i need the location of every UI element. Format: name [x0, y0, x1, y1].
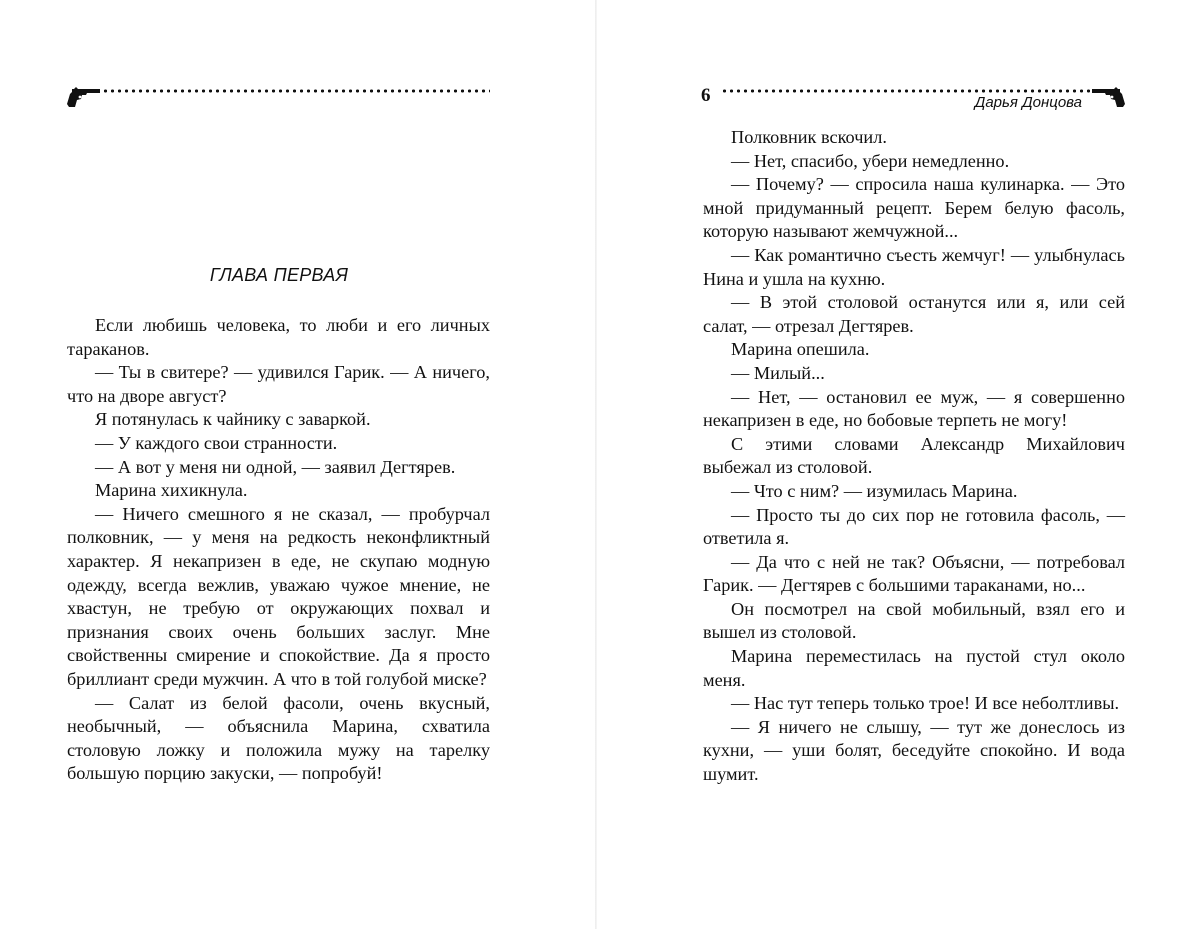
page-number: 6 [701, 85, 711, 106]
paragraph: — Просто ты до сих пор не готовила фасоль, — ответила я. [703, 504, 1125, 549]
paragraph: — Я ничего не слышу, — тут же донеслось из кухни, — уши болят, беседуйте спокойно. И вода шумит. [703, 716, 1125, 785]
paragraph: Марина переместилась на пустой стул около меня. [703, 646, 1125, 690]
paragraph: Я потянулась к чайнику с заваркой. [95, 409, 371, 430]
revolver-icon [1090, 86, 1126, 108]
body-text-left [67, 314, 490, 786]
running-head-author: Дарья Донцова [974, 94, 1082, 111]
paragraph: Полковник вскочил. [731, 127, 887, 147]
right-page [597, 0, 1192, 929]
paragraph: — Салат из белой фасоли, очень вкусный, необычный, — объяснила Марина, схватила столовую ложку и положила мужу на тарелку большую порцию закуски, — попробуй! [67, 692, 490, 784]
paragraph: — Нет, — остановил ее муж, — я совершенно некапризен в еде, но бобовые терпеть не могу! [703, 386, 1125, 431]
header-dotted-rule [721, 89, 1091, 93]
left-page [0, 0, 595, 929]
revolver-icon [66, 86, 102, 108]
body-text-right [703, 126, 1125, 787]
paragraph: — Нас тут теперь только трое! И все неболтливы. [731, 693, 1120, 714]
paragraph: Если любишь человека, то люби и его личных тараканов. [67, 315, 490, 359]
paragraph: — Как романтично съесть жемчуг! — улыбнулась Нина и ушла на кухню. [703, 244, 1125, 289]
paragraph: — Нет, спасибо, убери немедленно. [731, 150, 1010, 171]
paragraph: — Почему? — спросила наша кулинарка. — Это мной придуманный рецепт. Берем белую фасоль, которую называют жемчужной... [703, 174, 1125, 242]
paragraph: Он посмотрел на свой мобильный, взял его и вышел из столовой. [703, 598, 1125, 643]
paragraph: — Ничего смешного я не сказал, — пробурчал полковник, — у меня на редкость неконфликтный характер. Я некапризен в еде, не скупаю модную одежду, всегда вежлив, уважаю чужое мнение, не хвастун, не требую от окружающих похвал и признания своих очень больших заслуг. Мне свойственны смирение и спокойствие. Да я просто бриллиант среди мужчин. А что в той голубой миске? [67, 503, 490, 689]
paragraph: — Да что с ней не так? Объясни, — потребовал Гарик. — Дегтярев с большими тараканами, но... [703, 551, 1125, 596]
paragraph: — У каждого свои странности. [95, 432, 338, 453]
paragraph: — Ты в свитере? — удивился Гарик. — А ничего, что на дворе август? [67, 362, 490, 406]
paragraph: С этими словами Александр Михайлович выбежал из столовой. [703, 433, 1125, 478]
header-dotted-rule [102, 89, 490, 93]
paragraph: Марина хихикнула. [95, 480, 248, 501]
paragraph: — В этой столовой останутся или я, или сей салат, — отрезал Дегтярев. [703, 292, 1125, 336]
paragraph: — А вот у меня ни одной, — заявил Дегтярев. [95, 456, 456, 477]
chapter-title: ГЛАВА ПЕРВАЯ [209, 265, 349, 285]
paragraph: — Что с ним? — изумилась Марина. [731, 480, 1018, 501]
paragraph: — Милый... [731, 362, 825, 383]
paragraph: Марина опешила. [731, 339, 870, 360]
